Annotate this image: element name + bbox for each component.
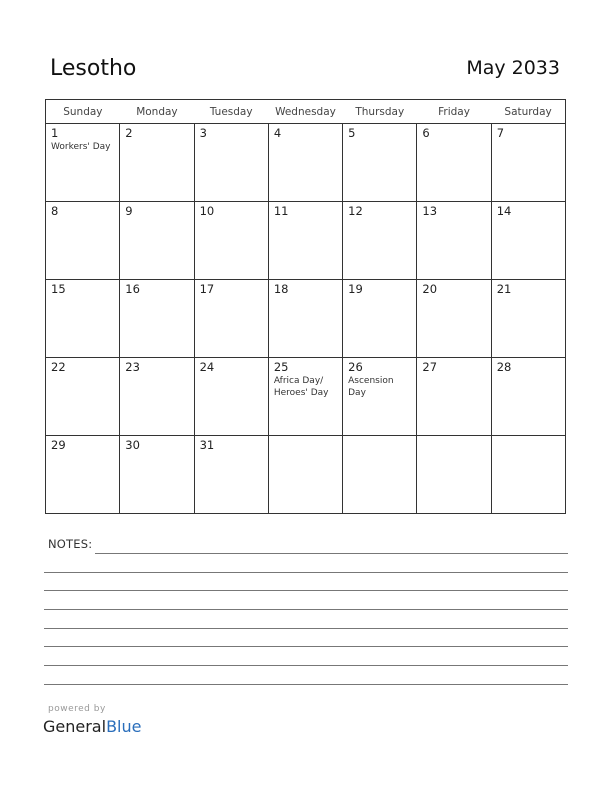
day-cell: [268, 124, 342, 202]
day-number: 15: [51, 282, 66, 296]
holiday-label: Ascension Day: [348, 376, 394, 398]
day-cell: [46, 124, 120, 202]
day-cell: [268, 358, 342, 436]
powered-by-label: powered by: [48, 704, 106, 714]
day-number: 9: [125, 204, 133, 218]
week-row: [46, 358, 566, 436]
holiday-label: Africa Day/ Heroes' Day: [273, 376, 329, 398]
day-cell: [194, 202, 268, 280]
day-number: 1: [51, 126, 59, 140]
day-cell: [194, 124, 268, 202]
day-cell: [46, 202, 120, 280]
weekday-header: Monday: [120, 100, 194, 124]
day-number: 19: [348, 282, 363, 296]
weekday-header-row: [46, 100, 566, 124]
day-number: 21: [496, 282, 512, 296]
weekday-header: Tuesday: [194, 100, 268, 124]
day-number: 30: [125, 438, 140, 452]
month-year-title: May 2033: [466, 57, 560, 79]
day-number: 23: [125, 360, 140, 374]
day-cell: [120, 358, 194, 436]
day-number: 10: [199, 204, 215, 218]
day-number: 20: [422, 282, 438, 296]
note-line: [44, 609, 568, 610]
day-number: 28: [496, 360, 512, 374]
day-number: 14: [496, 204, 512, 218]
week-row: [46, 436, 566, 514]
day-number: 12: [348, 204, 363, 218]
day-number: 24: [199, 360, 215, 374]
note-line: [44, 646, 568, 647]
notes-label: NOTES:: [48, 537, 93, 551]
day-cell: [268, 280, 342, 358]
day-cell: [417, 358, 491, 436]
day-cell: [120, 124, 194, 202]
day-cell: [46, 280, 120, 358]
day-cell: [491, 436, 565, 514]
day-number: 29: [51, 438, 66, 452]
week-row: [46, 202, 566, 280]
note-line: [95, 553, 568, 554]
day-cell: [46, 358, 120, 436]
day-cell: [194, 358, 268, 436]
day-cell: [417, 280, 491, 358]
day-cell: [46, 436, 120, 514]
day-number: 27: [422, 360, 438, 374]
calendar-grid: [45, 99, 566, 514]
brand-blue: Blue: [106, 717, 142, 736]
day-cell: [194, 436, 268, 514]
day-cell: [417, 124, 491, 202]
day-number: 2: [125, 126, 133, 140]
day-number: 7: [496, 126, 505, 140]
note-line: [44, 590, 568, 591]
day-number: 18: [273, 282, 289, 296]
day-number: 5: [348, 126, 356, 140]
day-cell: [268, 202, 342, 280]
day-cell: [343, 358, 417, 436]
day-number: 3: [199, 126, 207, 140]
day-number: 6: [422, 126, 430, 140]
weekday-header: Saturday: [491, 100, 565, 124]
day-cell: [120, 436, 194, 514]
day-number: 17: [199, 282, 215, 296]
note-line: [44, 572, 568, 573]
day-number: 31: [199, 438, 215, 452]
weekday-header: Friday: [417, 100, 491, 124]
day-number: 25: [273, 360, 289, 374]
day-cell: [120, 280, 194, 358]
week-row: [46, 280, 566, 358]
day-cell: [120, 202, 194, 280]
day-cell: [343, 124, 417, 202]
generalblue-logo: [43, 717, 141, 736]
week-row: [46, 124, 566, 202]
country-title: Lesotho: [50, 56, 137, 81]
holiday-label: Workers' Day: [51, 142, 111, 152]
day-cell: [417, 202, 491, 280]
day-cell: [491, 202, 565, 280]
day-number: 4: [273, 126, 282, 140]
brand-general: General: [43, 717, 107, 736]
day-cell: [194, 280, 268, 358]
weekday-header: Thursday: [343, 100, 417, 124]
day-cell: [343, 436, 417, 514]
day-number: 16: [125, 282, 140, 296]
day-number: 22: [51, 360, 66, 374]
day-cell: [491, 280, 565, 358]
day-number: 11: [273, 204, 289, 218]
day-cell: [343, 202, 417, 280]
day-cell: [491, 124, 565, 202]
note-line: [44, 684, 568, 685]
day-number: 8: [51, 204, 59, 218]
note-line: [44, 628, 568, 629]
day-number: 26: [348, 360, 363, 374]
weekday-header: Sunday: [46, 100, 120, 124]
note-line: [44, 665, 568, 666]
day-cell: [268, 436, 342, 514]
day-cell: [491, 358, 565, 436]
day-number: 13: [422, 204, 438, 218]
day-cell: [343, 280, 417, 358]
day-cell: [417, 436, 491, 514]
weekday-header: Wednesday: [268, 100, 342, 124]
